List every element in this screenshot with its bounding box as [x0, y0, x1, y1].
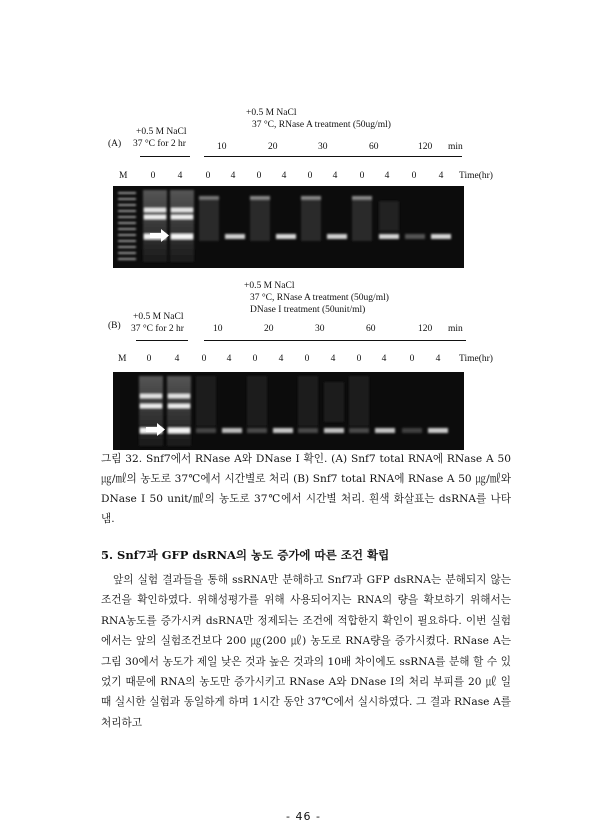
panel-b-pre-bar: [136, 340, 188, 341]
panel-b-time-60: 60: [366, 324, 376, 334]
panel-b-lane-9: 0: [356, 354, 362, 364]
panel-b-marker-label: M: [118, 354, 127, 364]
panel-b-lane-11: 0: [409, 354, 415, 364]
panel-a-lane-3: 0: [205, 171, 211, 181]
panel-a-treat-line2: 37 °C, RNase A treatment (50ug/ml): [252, 120, 391, 130]
panel-a-lane-5: 0: [256, 171, 262, 181]
panel-a-lane-2: 4: [177, 171, 183, 181]
panel-a-lane-8: 4: [332, 171, 338, 181]
panel-a-gel-image: [113, 186, 464, 268]
panel-a-time-120: 120: [418, 142, 433, 152]
panel-b-time-unit: min: [448, 324, 463, 334]
figure-caption: 그림 32. Snf7에서 RNase A와 DNase I 확인. (A) Snf7 total RNA에 RNase A 50 ㎍/㎖의 농도로 37℃에서 시간별로 처리 (B) Snf7 total RNA에 RNase A 50 ㎍/㎖와 DNase I 50 unit/㎖의 농도로 37℃에서 시간별 처리. 흰색 화살표는 dsRNA를 나타냄.: [101, 453, 511, 525]
panel-b-lane-3: 0: [201, 354, 207, 364]
panel-a-label: (A): [108, 139, 122, 149]
panel-b-lane-2: 4: [174, 354, 180, 364]
panel-b-lane-5: 0: [252, 354, 258, 364]
panel-a-time-20: 20: [268, 142, 278, 152]
panel-b-lane-7: 0: [304, 354, 310, 364]
panel-b-lane-4: 4: [226, 354, 232, 364]
panel-a-pre-cond-line2: 37 °C for 2 hr: [133, 139, 186, 149]
panel-a-time-30: 30: [318, 142, 328, 152]
page-number: - 46 -: [286, 810, 321, 823]
panel-b-treat-line3: DNase I treatment (50unit/ml): [250, 305, 366, 315]
panel-a-treat-bar: [204, 156, 462, 157]
panel-a-lane-axis: Time(hr): [459, 171, 493, 181]
panel-a-lane-12: 4: [438, 171, 444, 181]
panel-b-time-30: 30: [315, 324, 325, 334]
panel-b-treat-line2: 37 °C, RNase A treatment (50ug/ml): [250, 293, 389, 303]
panel-a-pre-cond-line1: +0.5 M NaCl: [136, 127, 187, 137]
panel-a-lane-1: 0: [150, 171, 156, 181]
panel-a-lane-7: 0: [307, 171, 313, 181]
panel-b-treat-line1: +0.5 M NaCl: [244, 281, 295, 291]
panel-b-gel-image: [113, 372, 464, 450]
panel-a-pre-bar: [140, 156, 190, 157]
panel-a-lane-6: 4: [281, 171, 287, 181]
panel-b-pre-cond-line1: +0.5 M NaCl: [133, 312, 184, 322]
panel-b-lane-8: 4: [330, 354, 336, 364]
panel-b-time-120: 120: [418, 324, 433, 334]
panel-b-lane-10: 4: [381, 354, 387, 364]
panel-a-time-unit: min: [448, 142, 463, 152]
panel-a-lane-9: 0: [359, 171, 365, 181]
panel-b-pre-cond-line2: 37 °C for 2 hr: [131, 324, 184, 334]
panel-b-lane-6: 4: [278, 354, 284, 364]
panel-a-marker-label: M: [119, 171, 128, 181]
body-paragraph: 앞의 실험 결과들을 통해 ssRNA만 분해하고 Snf7과 GFP dsRNA는 분해되지 않는 조건을 확인하였다. 위해성평가를 위해 사용되어지는 RNA의 량을 확보하기 위해서는 RNA농도를 증가시켜 dsRNA만 정제되는 조건에 적합한지 확인이 필요하다. 이번 실험에서는 앞의 실험조건보다 200 ㎍(200 ㎕) 농도로 RNA량을 증가시켰다. RNase A는 그림 30에서 농도가 제일 낮은 것과 높은 것과의 10배 차이에도 ssRNA를 분해 할 수 있었기 때문에 RNA의 농도만 증가시키고 RNase A와 DNase I의 처리 부피를 20 ㎕ 일 때 실시한 실험과 동일하게 하며 1시간 동안 37℃에서 실시하였다. 그 결과 RNase A를 처리하고: [101, 574, 511, 729]
panel-a-lane-10: 4: [384, 171, 390, 181]
section-heading: 5. Snf7과 GFP dsRNA의 농도 증가에 따른 조건 확립: [101, 548, 390, 562]
panel-b-time-20: 20: [264, 324, 274, 334]
panel-b-lane-12: 4: [435, 354, 441, 364]
panel-b-lane-1: 0: [146, 354, 152, 364]
panel-b-lane-axis: Time(hr): [459, 354, 493, 364]
panel-b-treat-bar: [204, 340, 466, 341]
panel-b-label: (B): [108, 321, 121, 331]
panel-a-treat-line1: +0.5 M NaCl: [246, 108, 297, 118]
panel-a-lane-11: 0: [411, 171, 417, 181]
panel-a-lane-4: 4: [230, 171, 236, 181]
panel-a-time-60: 60: [369, 142, 379, 152]
panel-a-time-10: 10: [217, 142, 227, 152]
panel-b-time-10: 10: [213, 324, 223, 334]
